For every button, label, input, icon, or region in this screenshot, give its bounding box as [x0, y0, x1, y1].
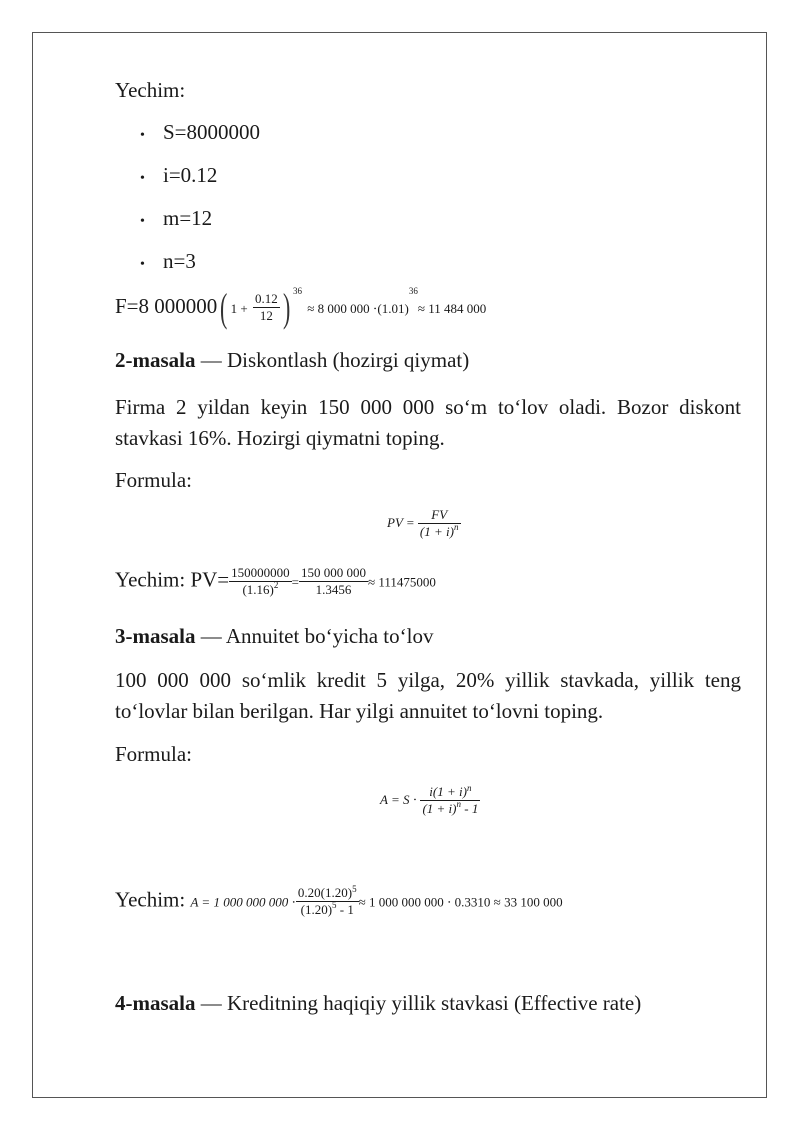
bullet-dot: •	[140, 171, 145, 186]
section-title-4: 4-masala — Kreditning haqiqiy yillik stavkasi (Effective rate)	[115, 991, 642, 1015]
list-item: i=0.12	[163, 163, 218, 187]
formula-lead: F=8 000000	[115, 293, 218, 318]
formula-label-3: Formula:	[115, 742, 192, 766]
bullet-dot: •	[140, 257, 145, 272]
formula-label-2: Formula:	[115, 468, 192, 492]
fraction: $\frac{150 000 000}{1.3456}$	[301, 565, 366, 597]
fraction: $\frac{0.20(1.20)^5}{(1.20)^5 - 1}$	[297, 884, 357, 917]
list-item: m=12	[163, 206, 213, 230]
section-title-3: 3-masala — Annuitet bo‘yicha to‘lov	[115, 624, 434, 648]
formula-present-value: PV = $\frac{FV}{(1 + i)^n}$	[387, 507, 459, 539]
formula-annuity: A = S ⋅ $\frac{i(1 + i)^n}{(1 + i)^n - 1}$	[380, 783, 479, 816]
fraction: $\frac{FV}{(1 + i)^n}$	[419, 507, 459, 539]
bullet-dot: •	[140, 214, 145, 229]
solution-annuity: Yechim: A = 1 000 000 000 ⋅ $\frac{0.20(1.20)^5}{(1.20)^5 - 1}$ ≈ 1 000 000 000 ⋅ 0.3310 ≈ 33 100 000	[115, 884, 563, 917]
bullet-dot: •	[140, 128, 145, 143]
fraction: $\frac{150000000}{(1.16)^2}$	[231, 565, 290, 597]
fraction: $\frac{0.12}{12}$	[254, 291, 278, 324]
problem-text-3: 100 000 000 so‘mlik kredit 5 yilga, 20% yillik stavkada, yillik teng to‘lovlar bilan berilgan. Har yilgi annuitet to‘lovni toping.	[115, 668, 741, 723]
problem-text-2: Firma 2 yildan keyin 150 000 000 so‘m to‘lov oladi. Bozor diskont stavkasi 16%. Hozirgi qiymatni toping.	[115, 395, 741, 450]
list-item: n=3	[163, 249, 196, 273]
heading-yechim-1: Yechim:	[115, 78, 186, 102]
list-item: S=8000000	[163, 120, 261, 144]
page-frame	[32, 32, 767, 1098]
solution-pv: Yechim: PV= $\frac{150000000}{(1.16)^2}$ = $\frac{150 000 000}{1.3456}$ ≈ 111475000	[115, 565, 436, 597]
fraction: $\frac{i(1 + i)^n}{(1 + i)^n - 1}$	[422, 783, 479, 816]
section-title-2: 2-masala — Diskontlash (hozirgi qiymat)	[115, 348, 470, 372]
formula-future-value: F=8 000000( 1 + $\frac{0.12}{12}$ ) $^{36}$ ≈ 8 000 $000 \cdot(1.01)^{36}\approx 11$ 484 000	[115, 285, 487, 330]
